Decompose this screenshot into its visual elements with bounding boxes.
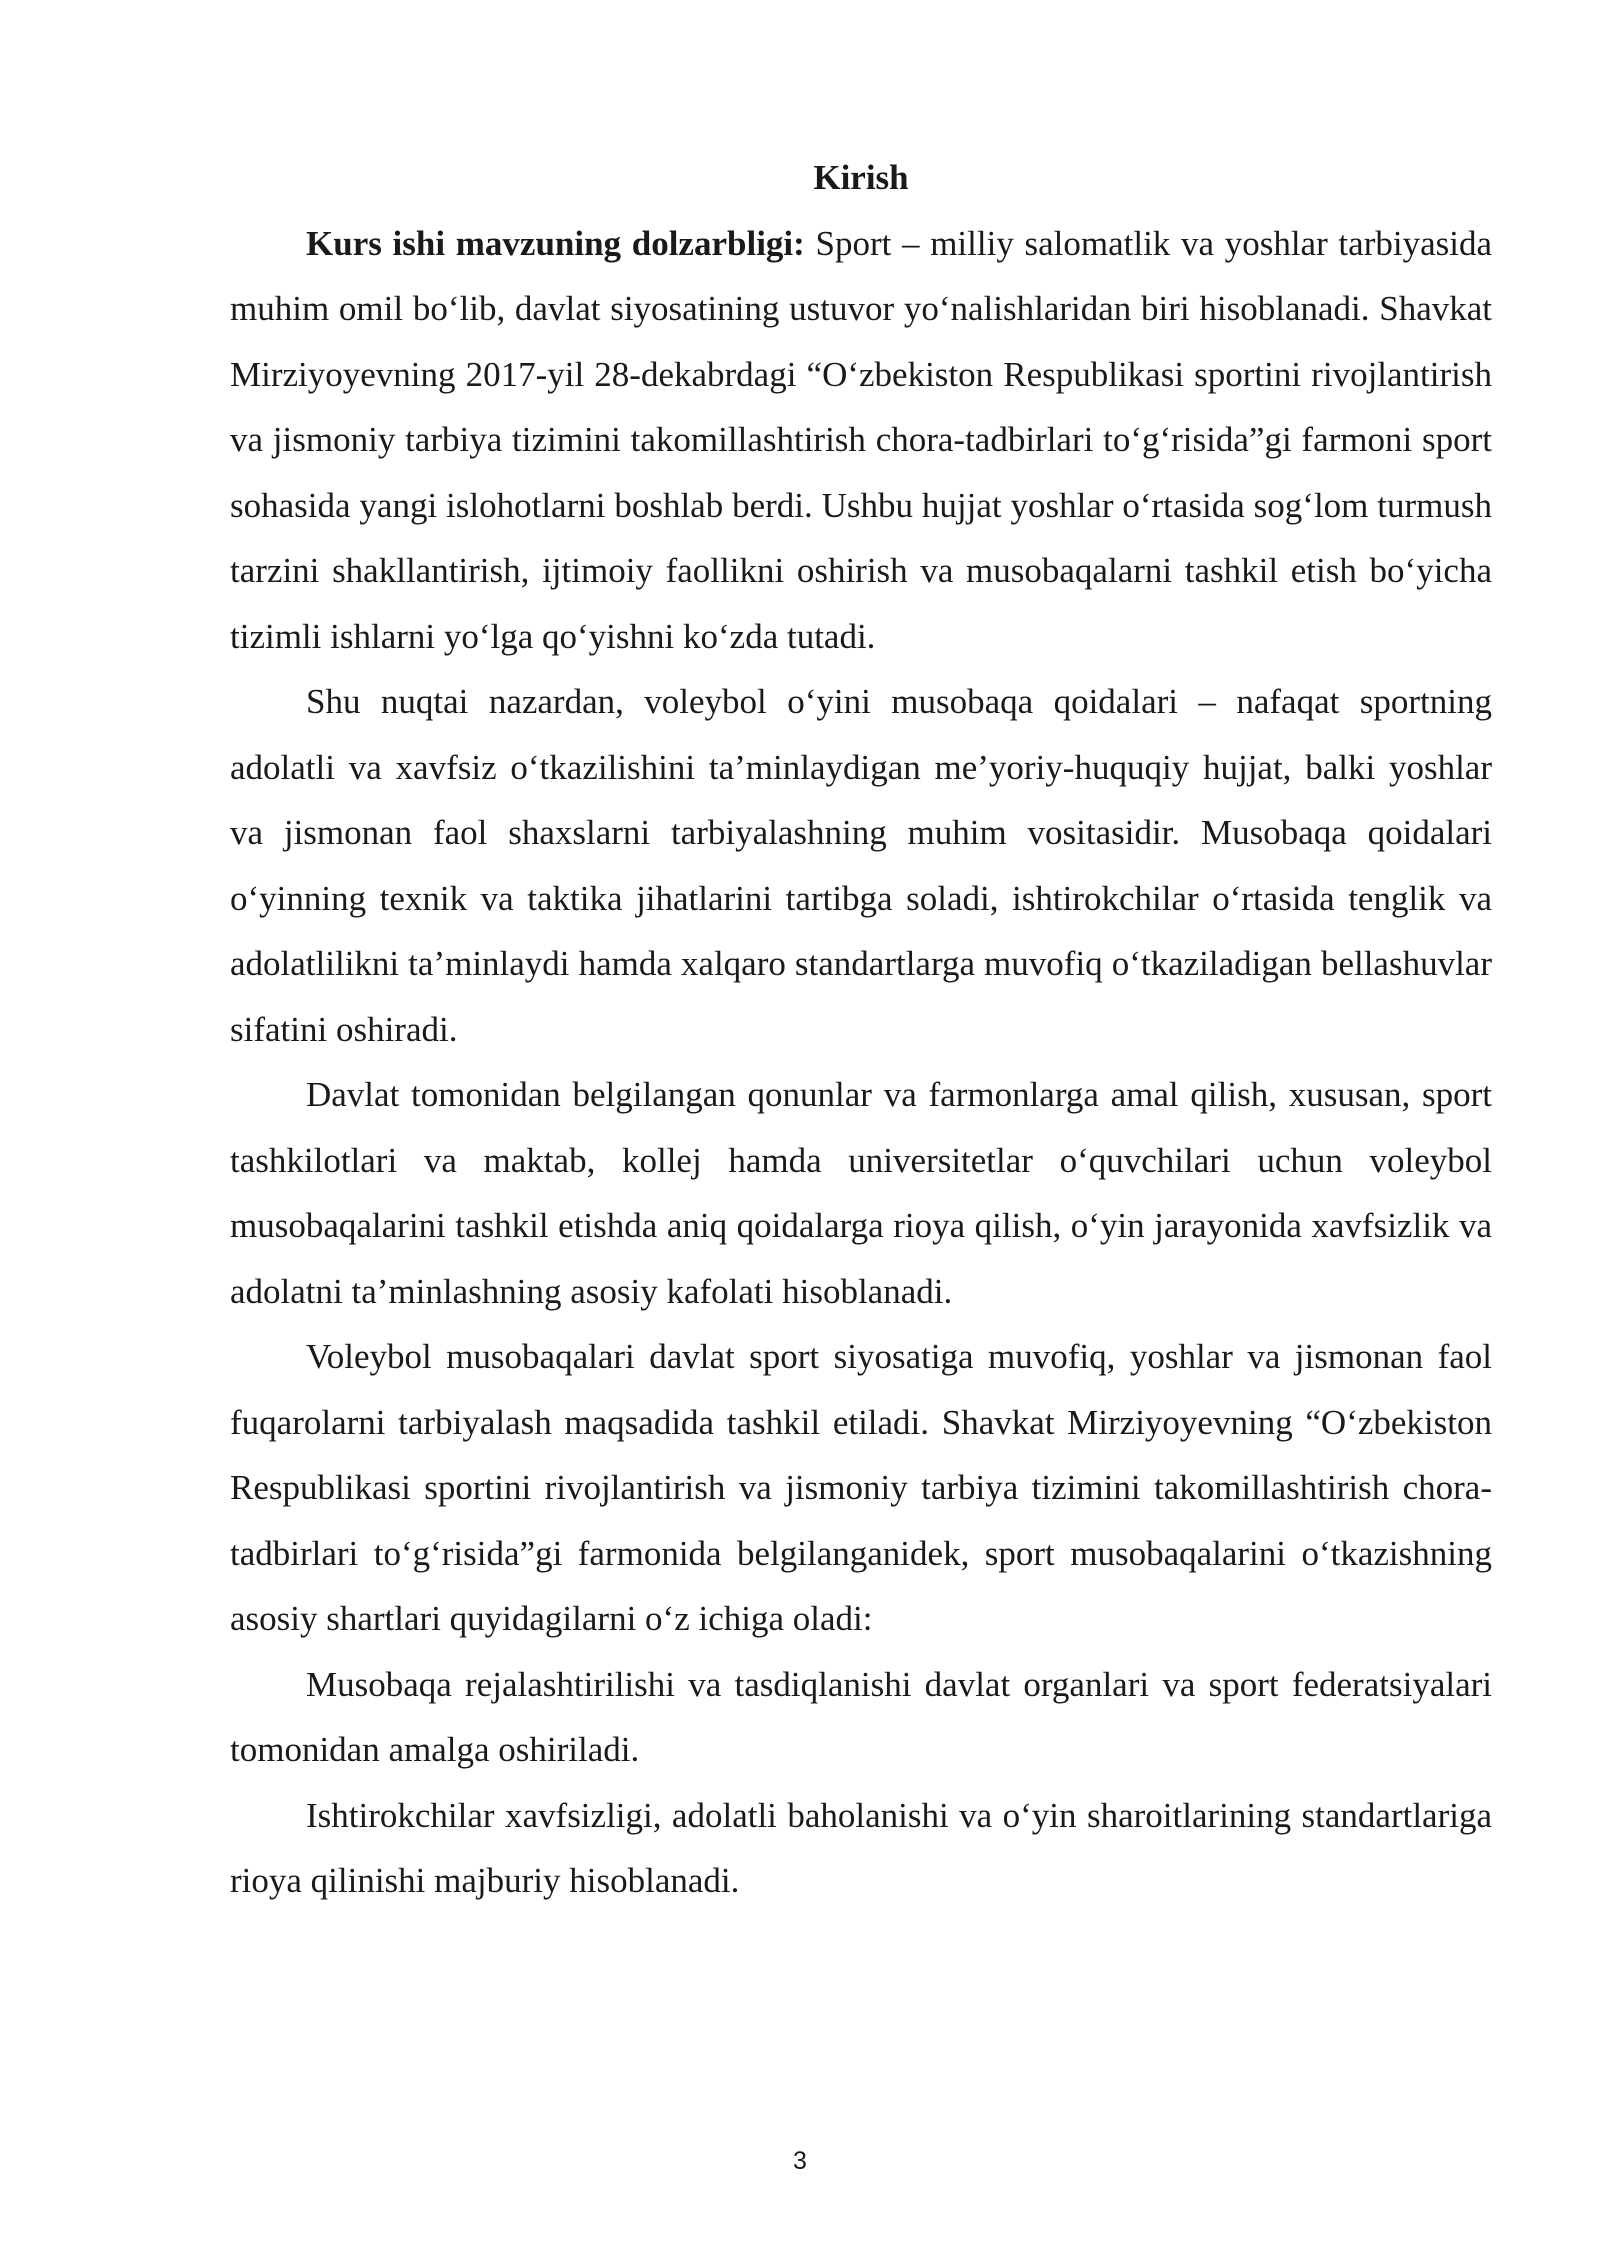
page-content <box>230 145 1492 1914</box>
paragraph-text: Sport – milliy salomatlik va yoshlar tarbiyasida muhim omil bo‘lib, davlat siyosatining ustuvor yo‘nalishlaridan biri hisoblanadi. Shavkat Mirziyoyevning 2017-yil 28-dekabrdagi “O‘zbekiston Respublikasi sportini rivojlantirish va jismoniy tarbiya tizimini takomillashtirish chora-tadbirlari to‘g‘risida”gi farmoni sport sohasida yangi islohotlarni boshlab berdi. Ushbu hujjat yoshlar o‘rtasida sog‘lom turmush tarzini shakllantirish, ijtimoiy faollikni oshirish va musobaqalarni tashkil etish bo‘yicha tizimli ishlarni yo‘lga qo‘yishni ko‘zda tutadi. <box>230 223 1492 656</box>
paragraph: Shu nuqtai nazardan, voleybol o‘yini musobaqa qoidalari – nafaqat sportning adolatli va xavfsiz o‘tkazilishini ta’minlaydigan me’yoriy-huquqiy hujjat, balki yoshlar va jismonan faol shaxslarni tarbiyalashning muhim vositasidir. Musobaqa qoidalari o‘yinning texnik va taktika jihatlarini tartibga soladi, ishtirokchilar o‘rtasida tenglik va adolatlilikni ta’minlaydi hamda xalqaro standartlarga muvofiq o‘tkaziladigan bellashuvlar sifatini oshiradi. <box>230 682 1492 1049</box>
page-number: 3 <box>793 2147 807 2175</box>
paragraph: Ishtirokchilar xavfsizligi, adolatli baholanishi va o‘yin sharoitlarining standartlariga rioya qilinishi majburiy hisoblanadi. <box>230 1795 1492 1900</box>
lead-heading: Kurs ishi mavzuning dolzarbligi: <box>306 223 805 263</box>
section-title: Kirish <box>813 158 909 197</box>
paragraph: Musobaqa rejalashtirilishi va tasdiqlanishi davlat organlari va sport federatsiyalari tomonidan amalga oshiriladi. <box>230 1664 1492 1769</box>
paragraph-relevance <box>230 211 1492 670</box>
paragraph: Voleybol musobaqalari davlat sport siyosatiga muvofiq, yoshlar va jismonan faol fuqarolarni tarbiyalash maqsadida tashkil etiladi. Shavkat Mirziyoyevning “O‘zbekiston Respublikasi sportini rivojlantirish va jismoniy tarbiya tizimini takomillashtirish chora-tadbirlari to‘g‘risida”gi farmonida belgilanganidek, sport musobaqalarini o‘tkazishning asosiy shartlari quyidagilarni o‘z ichiga oladi: <box>230 1337 1492 1638</box>
paragraph: Davlat tomonidan belgilangan qonunlar va farmonlarga amal qilish, xususan, sport tashkilotlari va maktab, kollej hamda universitetlar o‘quvchilari uchun voleybol musobaqalarini tashkil etishda aniq qoidalarga rioya qilish, o‘yin jarayonida xavfsizlik va adolatni ta’minlashning asosiy kafolati hisoblanadi. <box>230 1075 1492 1311</box>
